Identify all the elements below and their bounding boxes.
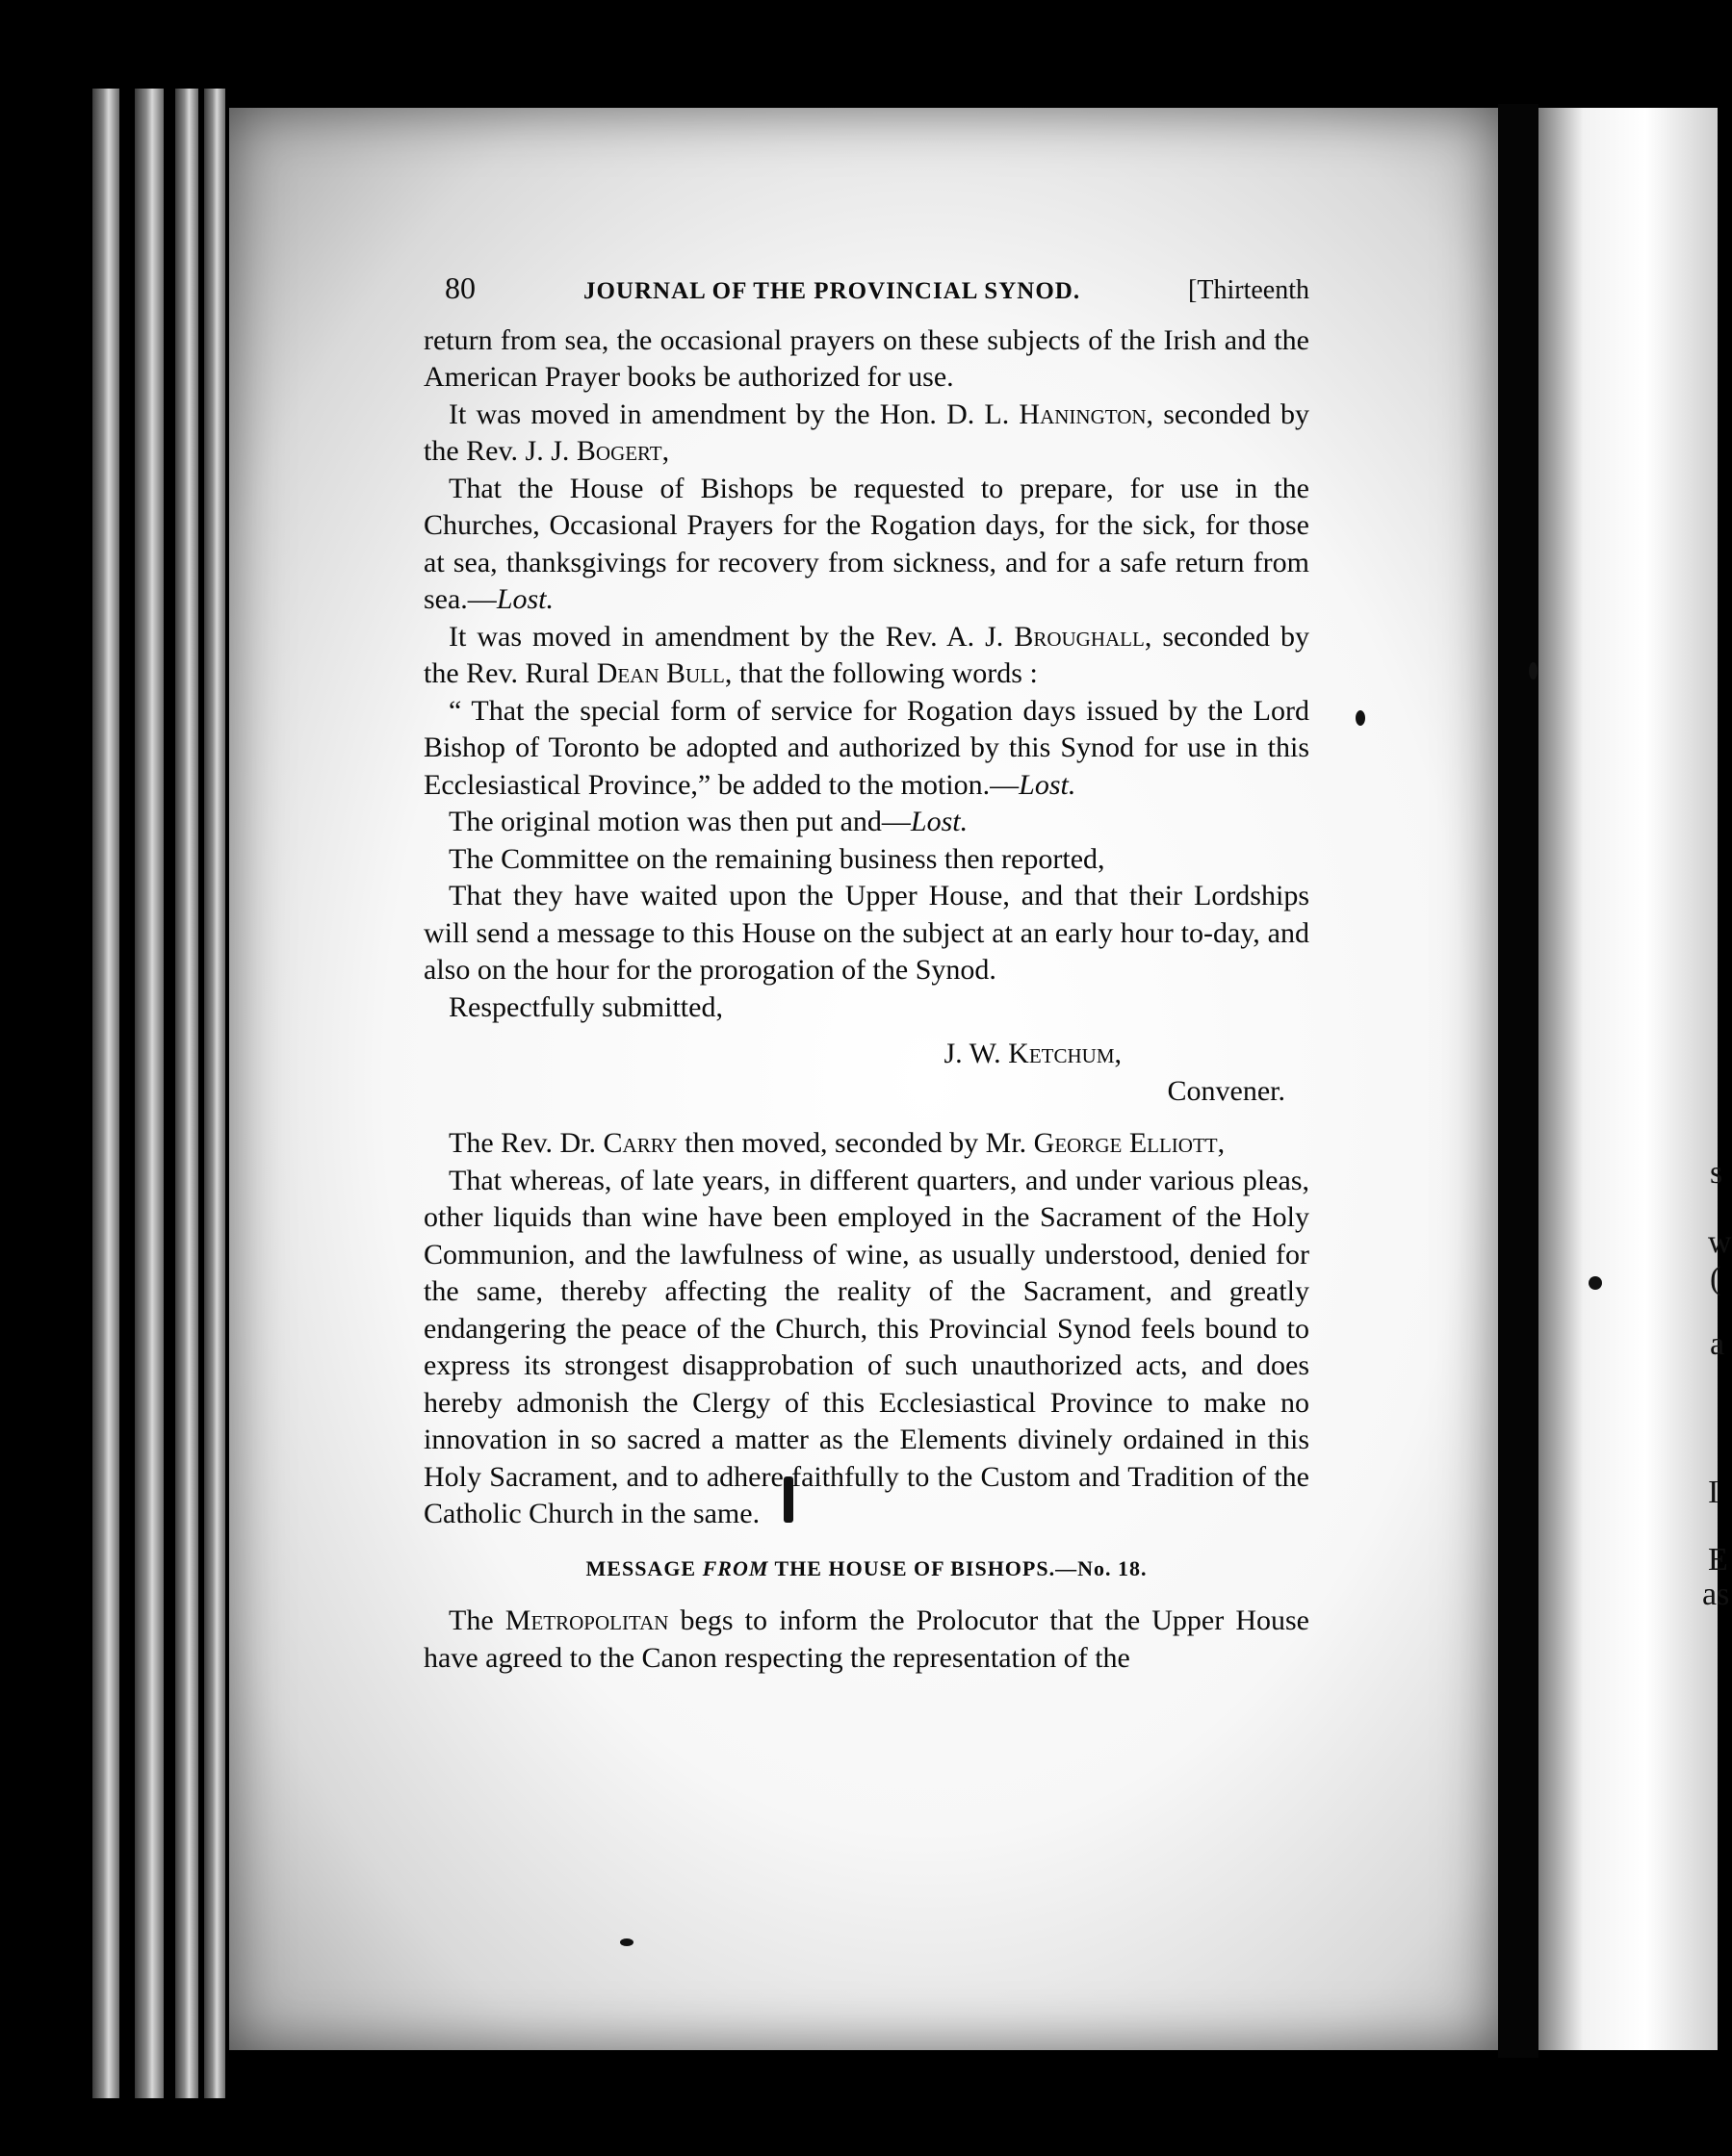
text-run: The xyxy=(449,1604,505,1636)
section-marker: [Thirteenth xyxy=(1188,275,1309,305)
text-run: The Rev. Dr. xyxy=(449,1127,604,1159)
person-name: Broughall, xyxy=(1014,620,1152,653)
ink-speck xyxy=(1356,710,1365,726)
signature-name xyxy=(424,1036,1309,1073)
text-run: MESSAGE xyxy=(585,1555,703,1580)
facing-page-letter: as xyxy=(1702,1577,1730,1612)
facing-page-fragment xyxy=(1538,108,1732,2050)
page-text-block xyxy=(424,270,1309,1677)
text-run: begs to inform the Prolocutor that the Upper House have agreed to the Canon respecting the representation of the xyxy=(424,1604,1310,1674)
text-run: FROM xyxy=(702,1555,769,1580)
section-heading xyxy=(424,1551,1309,1588)
facing-page-letter: I xyxy=(1708,1475,1719,1510)
paragraph: return from sea, the occasional prayers on these subjects of the Irish and the American Prayer books be authorized for use. xyxy=(424,323,1309,393)
paragraph xyxy=(424,693,1309,805)
text-run: That the House of Bishops be requested to prepare, for use in the Churches, Occasional Prayers for the Rogation days, for the sick, for those at sea, thanksgivings for recovery from sickness, and for a safe return from sea.— xyxy=(424,472,1309,615)
facing-page-letter: E xyxy=(1708,1542,1728,1578)
paragraph xyxy=(424,619,1309,693)
person-name: Hanington, xyxy=(1019,398,1154,430)
page-edge xyxy=(175,89,198,2098)
text-run: The original motion was then put and— xyxy=(449,806,911,837)
paragraph: That whereas, of late years, in different quarters, and under various pleas, other liquids than wine have been employed in the Sacrament of the Holy Communion, and the lawfulness of wine, as usually understood, denied for the same, thereby affecting the reality of the Sacrament, and greatly endangering the peace of the Church, this Provincial Synod feels bound to express its strongest disapprobation of such unauthorized acts, and does hereby admonish the Clergy of this Ecclesiastical Province to make no innovation in so sacred a matter as the Elements divinely ordained in this Holy Sacrament, and to adhere faithfully to the Custom and Tradition of the Catholic Church in the same. xyxy=(424,1164,1309,1529)
page-number: 80 xyxy=(445,270,476,305)
binding-gutter xyxy=(1498,104,1538,2058)
person-name: Carry xyxy=(603,1127,678,1159)
paragraph xyxy=(424,804,1309,841)
paragraph: The Committee on the remaining business then reported, xyxy=(449,842,1105,875)
signature-role: Convener. xyxy=(1167,1074,1285,1107)
facing-page-letter: s xyxy=(1710,1155,1723,1191)
paragraph: That they have waited upon the Upper House, and that their Lordships will send a message to this House on the subject at an early hour to-day, and also on the hour for the prorogation of the Synod. xyxy=(424,880,1309,986)
ink-speck xyxy=(1589,1276,1602,1290)
running-title: JOURNAL OF THE PROVINCIAL SYNOD. xyxy=(582,278,1081,304)
person-name: Bogert, xyxy=(576,435,670,467)
page-edge xyxy=(204,89,225,2098)
paragraph xyxy=(424,471,1309,619)
text-run: THE HOUSE OF BISHOPS.—No. 18. xyxy=(768,1555,1148,1580)
text-run: It was moved in amendment by the Rev. A. J. xyxy=(449,620,1015,653)
page-edge xyxy=(92,89,119,2098)
text-run: seconded by the Rev. Rural xyxy=(424,620,1309,689)
person-name: Dean Bull, xyxy=(596,657,733,689)
text-run: then moved, seconded by Mr. xyxy=(677,1127,1034,1159)
running-header xyxy=(445,270,1309,311)
person-name: Ketchum, xyxy=(1008,1038,1122,1069)
paragraph xyxy=(424,1125,1309,1163)
vote-result: Lost. xyxy=(1019,768,1076,801)
text-run: that the following words : xyxy=(732,657,1038,689)
paragraph xyxy=(424,397,1309,471)
text-run: It was moved in amendment by the Hon. D. L. xyxy=(449,398,1020,430)
vote-result: Lost. xyxy=(496,583,555,615)
page-edge xyxy=(135,89,164,2098)
facing-page-letter: ( xyxy=(1710,1261,1721,1296)
text-run: “ That the special form of service for Rogation days issued by the Lord Bishop of Toronto be adopted and authorized by this Synod for use in this Ecclesiastical Province,” be added to the motion.— xyxy=(424,694,1309,801)
text-run: J. W. xyxy=(944,1038,1009,1069)
ink-speck xyxy=(620,1938,633,1946)
facing-page-letter: a xyxy=(1710,1326,1725,1362)
ink-speck xyxy=(1529,662,1538,680)
vote-result: Lost. xyxy=(910,806,969,837)
person-name: George Elliott, xyxy=(1033,1127,1226,1159)
paragraph xyxy=(424,1603,1309,1677)
text-run: seconded by the Rev. J. J. xyxy=(424,398,1309,467)
person-name: Metropolitan xyxy=(504,1604,669,1636)
paragraph: Respectfully submitted, xyxy=(449,990,723,1023)
facing-page-letter: w xyxy=(1708,1224,1732,1260)
